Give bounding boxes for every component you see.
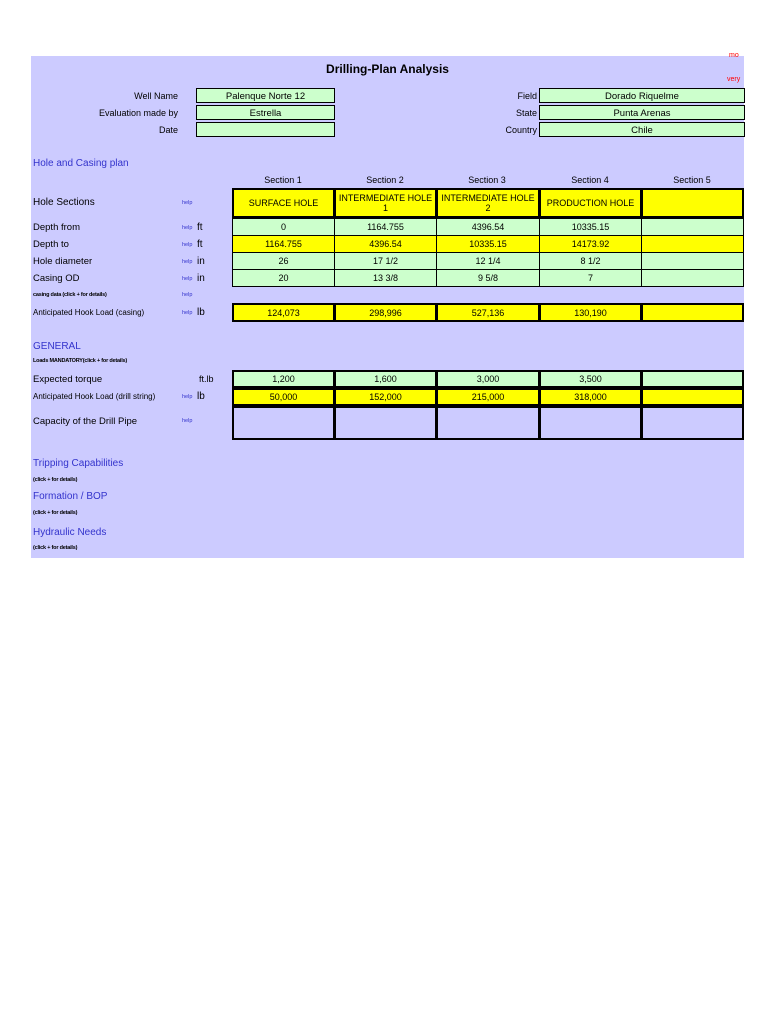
tripping-capabilities-title: Tripping Capabilities <box>33 458 124 469</box>
capacity-cell[interactable] <box>436 406 540 440</box>
help-link[interactable]: help <box>182 276 193 282</box>
hole-diameter-cell[interactable] <box>641 252 744 270</box>
hook-load-casing-cell[interactable]: 130,190 <box>539 303 642 322</box>
casing-od-cell[interactable]: 9 5/8 <box>436 269 540 287</box>
hole-sections-label: Hole Sections <box>33 197 95 208</box>
column-header-section-1: Section 1 <box>264 175 302 185</box>
well-name-label: Well Name <box>134 91 178 101</box>
hole-section-cell[interactable]: PRODUCTION HOLE <box>539 188 642 218</box>
casing-od-cell[interactable]: 7 <box>539 269 642 287</box>
column-header-section-2: Section 2 <box>366 175 404 185</box>
unit-label: lb <box>197 307 205 318</box>
hook-load-drill-cell[interactable]: 50,000 <box>232 388 335 406</box>
depth-from-cell[interactable]: 1164.755 <box>334 218 437 236</box>
unit-label: ft <box>197 222 203 233</box>
unit-label: ft <box>197 239 203 250</box>
hydraulic-expander[interactable]: (click + for details) <box>33 545 78 551</box>
casing-od-cell[interactable]: 13 3/8 <box>334 269 437 287</box>
hole-diameter-cell[interactable]: 17 1/2 <box>334 252 437 270</box>
depth-to-label: Depth to <box>33 239 69 250</box>
hook-load-casing-cell[interactable]: 527,136 <box>436 303 540 322</box>
depth-from-cell[interactable]: 0 <box>232 218 335 236</box>
evaluation-field[interactable]: Estrella <box>196 105 335 120</box>
column-header-section-4: Section 4 <box>571 175 609 185</box>
unit-label: in <box>197 273 205 284</box>
hook-load-casing-cell[interactable]: 124,073 <box>232 303 335 322</box>
unit-label: lb <box>197 391 205 402</box>
hook-load-drill-label: Anticipated Hook Load (drill string) <box>33 392 156 401</box>
casing-od-cell[interactable]: 20 <box>232 269 335 287</box>
unit-label: ft.lb <box>199 374 214 384</box>
hook-load-casing-cell[interactable] <box>641 303 744 322</box>
page-title: Drilling-Plan Analysis <box>326 62 449 76</box>
corner-note: mo <box>729 52 739 59</box>
country-field[interactable]: Chile <box>539 122 745 137</box>
date-label: Date <box>158 125 178 135</box>
casing-od-cell[interactable] <box>641 269 744 287</box>
capacity-cell[interactable] <box>539 406 642 440</box>
hook-load-drill-cell[interactable]: 318,000 <box>539 388 642 406</box>
depth-to-cell[interactable]: 14173.92 <box>539 235 642 253</box>
capacity-cell[interactable] <box>641 406 744 440</box>
hook-load-drill-cell[interactable] <box>641 388 744 406</box>
field-label: Field <box>517 91 537 101</box>
torque-cell[interactable]: 1,600 <box>334 370 437 388</box>
hole-section-cell[interactable]: INTERMEDIATE HOLE 2 <box>436 188 540 218</box>
depth-to-cell[interactable]: 4396.54 <box>334 235 437 253</box>
casing-od-label: Casing OD <box>33 273 80 284</box>
hook-load-drill-cell[interactable]: 152,000 <box>334 388 437 406</box>
depth-from-label: Depth from <box>33 222 80 233</box>
hook-load-drill-cell[interactable]: 215,000 <box>436 388 540 406</box>
help-link[interactable]: help <box>182 292 193 298</box>
loads-expander[interactable]: Loads MANDATORY(click + for details) <box>33 358 128 364</box>
depth-to-cell[interactable]: 10335.15 <box>436 235 540 253</box>
date-field[interactable] <box>196 122 335 137</box>
hole-diameter-label: Hole diameter <box>33 256 93 267</box>
torque-cell[interactable] <box>641 370 744 388</box>
hole-diameter-cell[interactable]: 26 <box>232 252 335 270</box>
general-section-title: GENERAL <box>33 341 81 352</box>
depth-from-cell[interactable]: 10335.15 <box>539 218 642 236</box>
help-link[interactable]: help <box>182 225 193 231</box>
hole-section-cell[interactable]: SURFACE HOLE <box>232 188 335 218</box>
well-name-field[interactable]: Palenque Norte 12 <box>196 88 335 103</box>
state-field[interactable]: Punta Arenas <box>539 105 745 120</box>
depth-to-cell[interactable] <box>641 235 744 253</box>
help-link[interactable]: help <box>182 200 193 206</box>
hook-load-casing-cell[interactable]: 298,996 <box>334 303 437 322</box>
hydraulic-needs-title: Hydraulic Needs <box>33 527 107 538</box>
help-link[interactable]: help <box>182 242 193 248</box>
field-field[interactable]: Dorado Riquelme <box>539 88 745 103</box>
help-link[interactable]: help <box>182 259 193 265</box>
formation-expander[interactable]: (click + for details) <box>33 510 78 516</box>
hole-diameter-cell[interactable]: 8 1/2 <box>539 252 642 270</box>
depth-to-cell[interactable]: 1164.755 <box>232 235 335 253</box>
country-label: Country <box>505 125 537 135</box>
unit-label: in <box>197 256 205 267</box>
help-link[interactable]: help <box>182 394 193 400</box>
capacity-cell[interactable] <box>232 406 335 440</box>
tripping-expander[interactable]: (click + for details) <box>33 477 78 483</box>
torque-cell[interactable]: 1,200 <box>232 370 335 388</box>
state-label: State <box>515 108 537 118</box>
formation-bop-title: Formation / BOP <box>33 491 108 502</box>
depth-from-cell[interactable]: 4396.54 <box>436 218 540 236</box>
hole-section-cell[interactable] <box>641 188 744 218</box>
capacity-label: Capacity of the Drill Pipe <box>33 416 138 427</box>
spreadsheet-sheet <box>31 52 744 558</box>
capacity-cell[interactable] <box>334 406 437 440</box>
casing-data-expander[interactable]: casing data (click + for details) <box>33 292 107 298</box>
expected-torque-label: Expected torque <box>33 374 103 385</box>
hole-diameter-cell[interactable]: 12 1/4 <box>436 252 540 270</box>
help-link[interactable]: help <box>182 418 193 424</box>
hook-load-casing-label: Anticipated Hook Load (casing) <box>33 308 145 317</box>
column-header-section-5: Section 5 <box>673 175 711 185</box>
hole-section-cell[interactable]: INTERMEDIATE HOLE 1 <box>334 188 437 218</box>
torque-cell[interactable]: 3,500 <box>539 370 642 388</box>
column-header-section-3: Section 3 <box>468 175 506 185</box>
torque-cell[interactable]: 3,000 <box>436 370 540 388</box>
hole-casing-section-title: Hole and Casing plan <box>33 158 129 169</box>
corner-note: very <box>727 76 741 83</box>
evaluation-label: Evaluation made by <box>98 108 178 118</box>
help-link[interactable]: help <box>182 310 193 316</box>
depth-from-cell[interactable] <box>641 218 744 236</box>
